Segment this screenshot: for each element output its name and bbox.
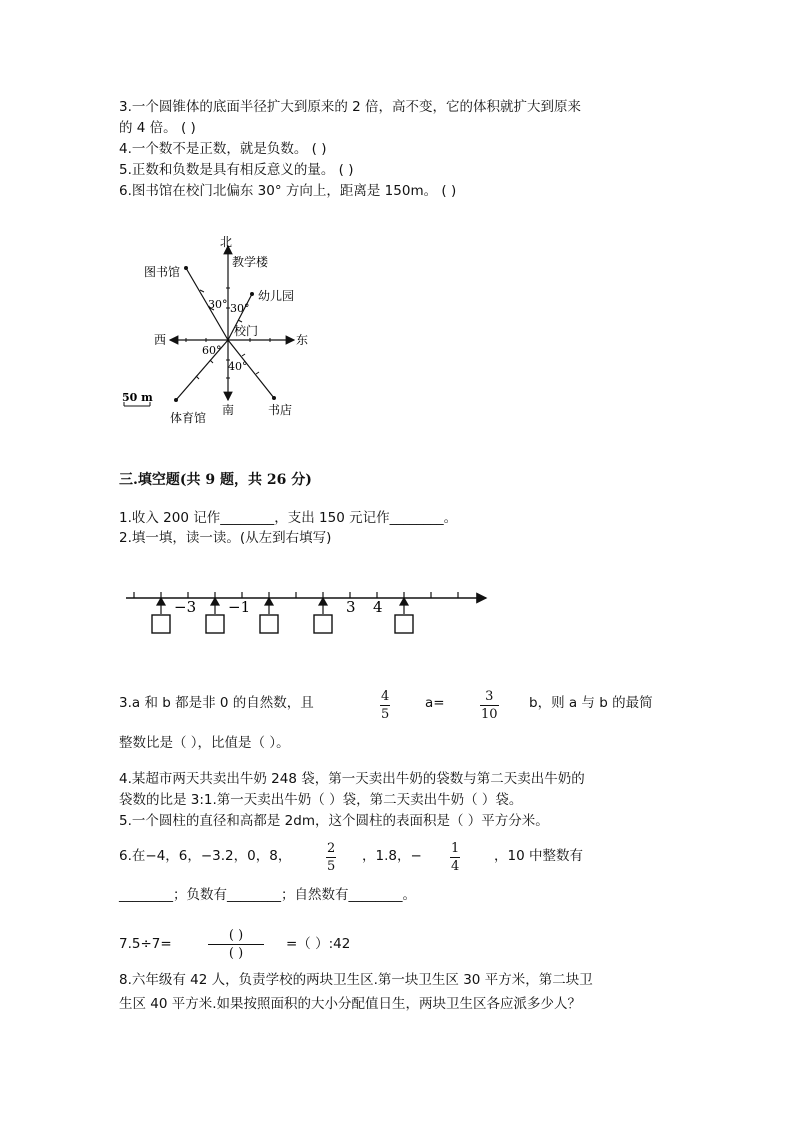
- tick-label-3: 3: [346, 598, 356, 616]
- tick-label-neg1: −1: [228, 598, 251, 616]
- fraction-two-fifths: [326, 841, 336, 874]
- fill-q7-part-a: 7.5÷7=: [119, 936, 172, 952]
- angle-library-label: 30°: [208, 298, 228, 311]
- angle-gym-label: 60°: [202, 344, 222, 357]
- number-line: [118, 580, 498, 640]
- fraction-denominator: 5: [327, 859, 336, 874]
- fraction-blank: [208, 928, 264, 961]
- fill-q6-line2: ________；负数有________；自然数有________。: [119, 887, 416, 903]
- fill-q3-line2: 整数比是（ ），比值是（ ）。: [119, 735, 290, 751]
- south-label: 南: [222, 403, 235, 417]
- tick-label-neg3: −3: [174, 598, 197, 616]
- fill-q8-line1: 8.六年级有 42 人，负责学校的两块卫生区.第一块卫生区 30 平方米，第二块卫: [119, 972, 593, 988]
- judge-q5: 5.正数和负数是具有相反意义的量。 ( ): [119, 162, 354, 178]
- fraction-three-tenths: [480, 689, 499, 722]
- fill-q3-part-a: 3.a 和 b 都是非 0 的自然数，且: [119, 695, 314, 711]
- fill-q4-line1: 4.某超市两天共卖出牛奶 248 袋，第一天卖出牛奶的袋数与第二天卖出牛奶的: [119, 771, 585, 787]
- fill-q1: 1.收入 200 记作________，支出 150 元记作________。: [119, 510, 458, 526]
- gym-label: 体育馆: [170, 411, 207, 425]
- scale-label: 50 m: [122, 391, 153, 404]
- west-label: 西: [154, 333, 167, 347]
- fraction-denominator: 4: [451, 859, 460, 874]
- judge-q3-line1: 3.一个圆锥体的底面半径扩大到原来的 2 倍，高不变，它的体积就扩大到原来: [119, 99, 582, 115]
- fill-q8-line2: 生区 40 平方米.如果按照面积的大小分配值日生，两块卫生区各应派多少人？: [119, 996, 582, 1012]
- tick-label-4: 4: [373, 598, 383, 616]
- fraction-numerator: 3: [485, 689, 494, 704]
- library-label: 图书馆: [144, 265, 181, 279]
- judge-q4: 4.一个数不是正数，就是负数。 ( ): [119, 141, 327, 157]
- kindergarten-label: 幼儿园: [258, 289, 295, 303]
- section-title: 三.填空题(共 9 题，共 26 分): [119, 472, 312, 488]
- north-label: 北: [220, 235, 233, 249]
- fraction-denominator: 10: [481, 707, 498, 722]
- fill-q7-part-b: =（ ）:42: [286, 936, 351, 952]
- east-label: 东: [296, 333, 309, 347]
- fill-q3-part-mid: a=: [425, 695, 445, 711]
- angle-kindergarten-label: 30°: [230, 302, 250, 315]
- fraction-numerator: 4: [381, 689, 390, 704]
- fraction-numerator: 1: [451, 841, 460, 856]
- judge-q3-line2: 的 4 倍。 ( ): [119, 120, 196, 136]
- fraction-numerator: 2: [327, 841, 336, 856]
- fraction-numerator: ( ): [228, 928, 244, 943]
- bookstore-label: 书店: [268, 403, 293, 417]
- fraction-four-fifths: [380, 689, 390, 722]
- fill-q2: 2.填一填，读一读。(从左到右填写): [119, 530, 332, 546]
- fraction-denominator: ( ): [228, 946, 244, 961]
- fraction-denominator: 5: [381, 707, 390, 722]
- fill-q6-part-b: ，1.8，−: [362, 848, 422, 864]
- fill-q6-part-a: 6.在−4，6，−3.2，0，8，: [119, 848, 292, 864]
- direction-diagram: [110, 228, 330, 428]
- fill-q4-line2: 袋数的比是 3:1.第一天卖出牛奶（ ）袋，第二天卖出牛奶（ ）袋。: [119, 792, 523, 808]
- fraction-one-quarter: [450, 841, 460, 874]
- fill-q6-part-c: ，10 中整数有: [494, 848, 583, 864]
- fill-q3-part-b: b，则 a 与 b 的最简: [529, 695, 653, 711]
- teaching-building-label: 教学楼: [232, 255, 269, 269]
- judge-q6: 6.图书馆在校门北偏东 30° 方向上，距离是 150m。 ( ): [119, 183, 457, 199]
- fill-q5: 5.一个圆柱的直径和高都是 2dm，这个圆柱的表面积是（ ）平方分米。: [119, 813, 549, 829]
- angle-bookstore-label: 40°: [228, 360, 248, 373]
- gate-label: 校门: [234, 324, 259, 338]
